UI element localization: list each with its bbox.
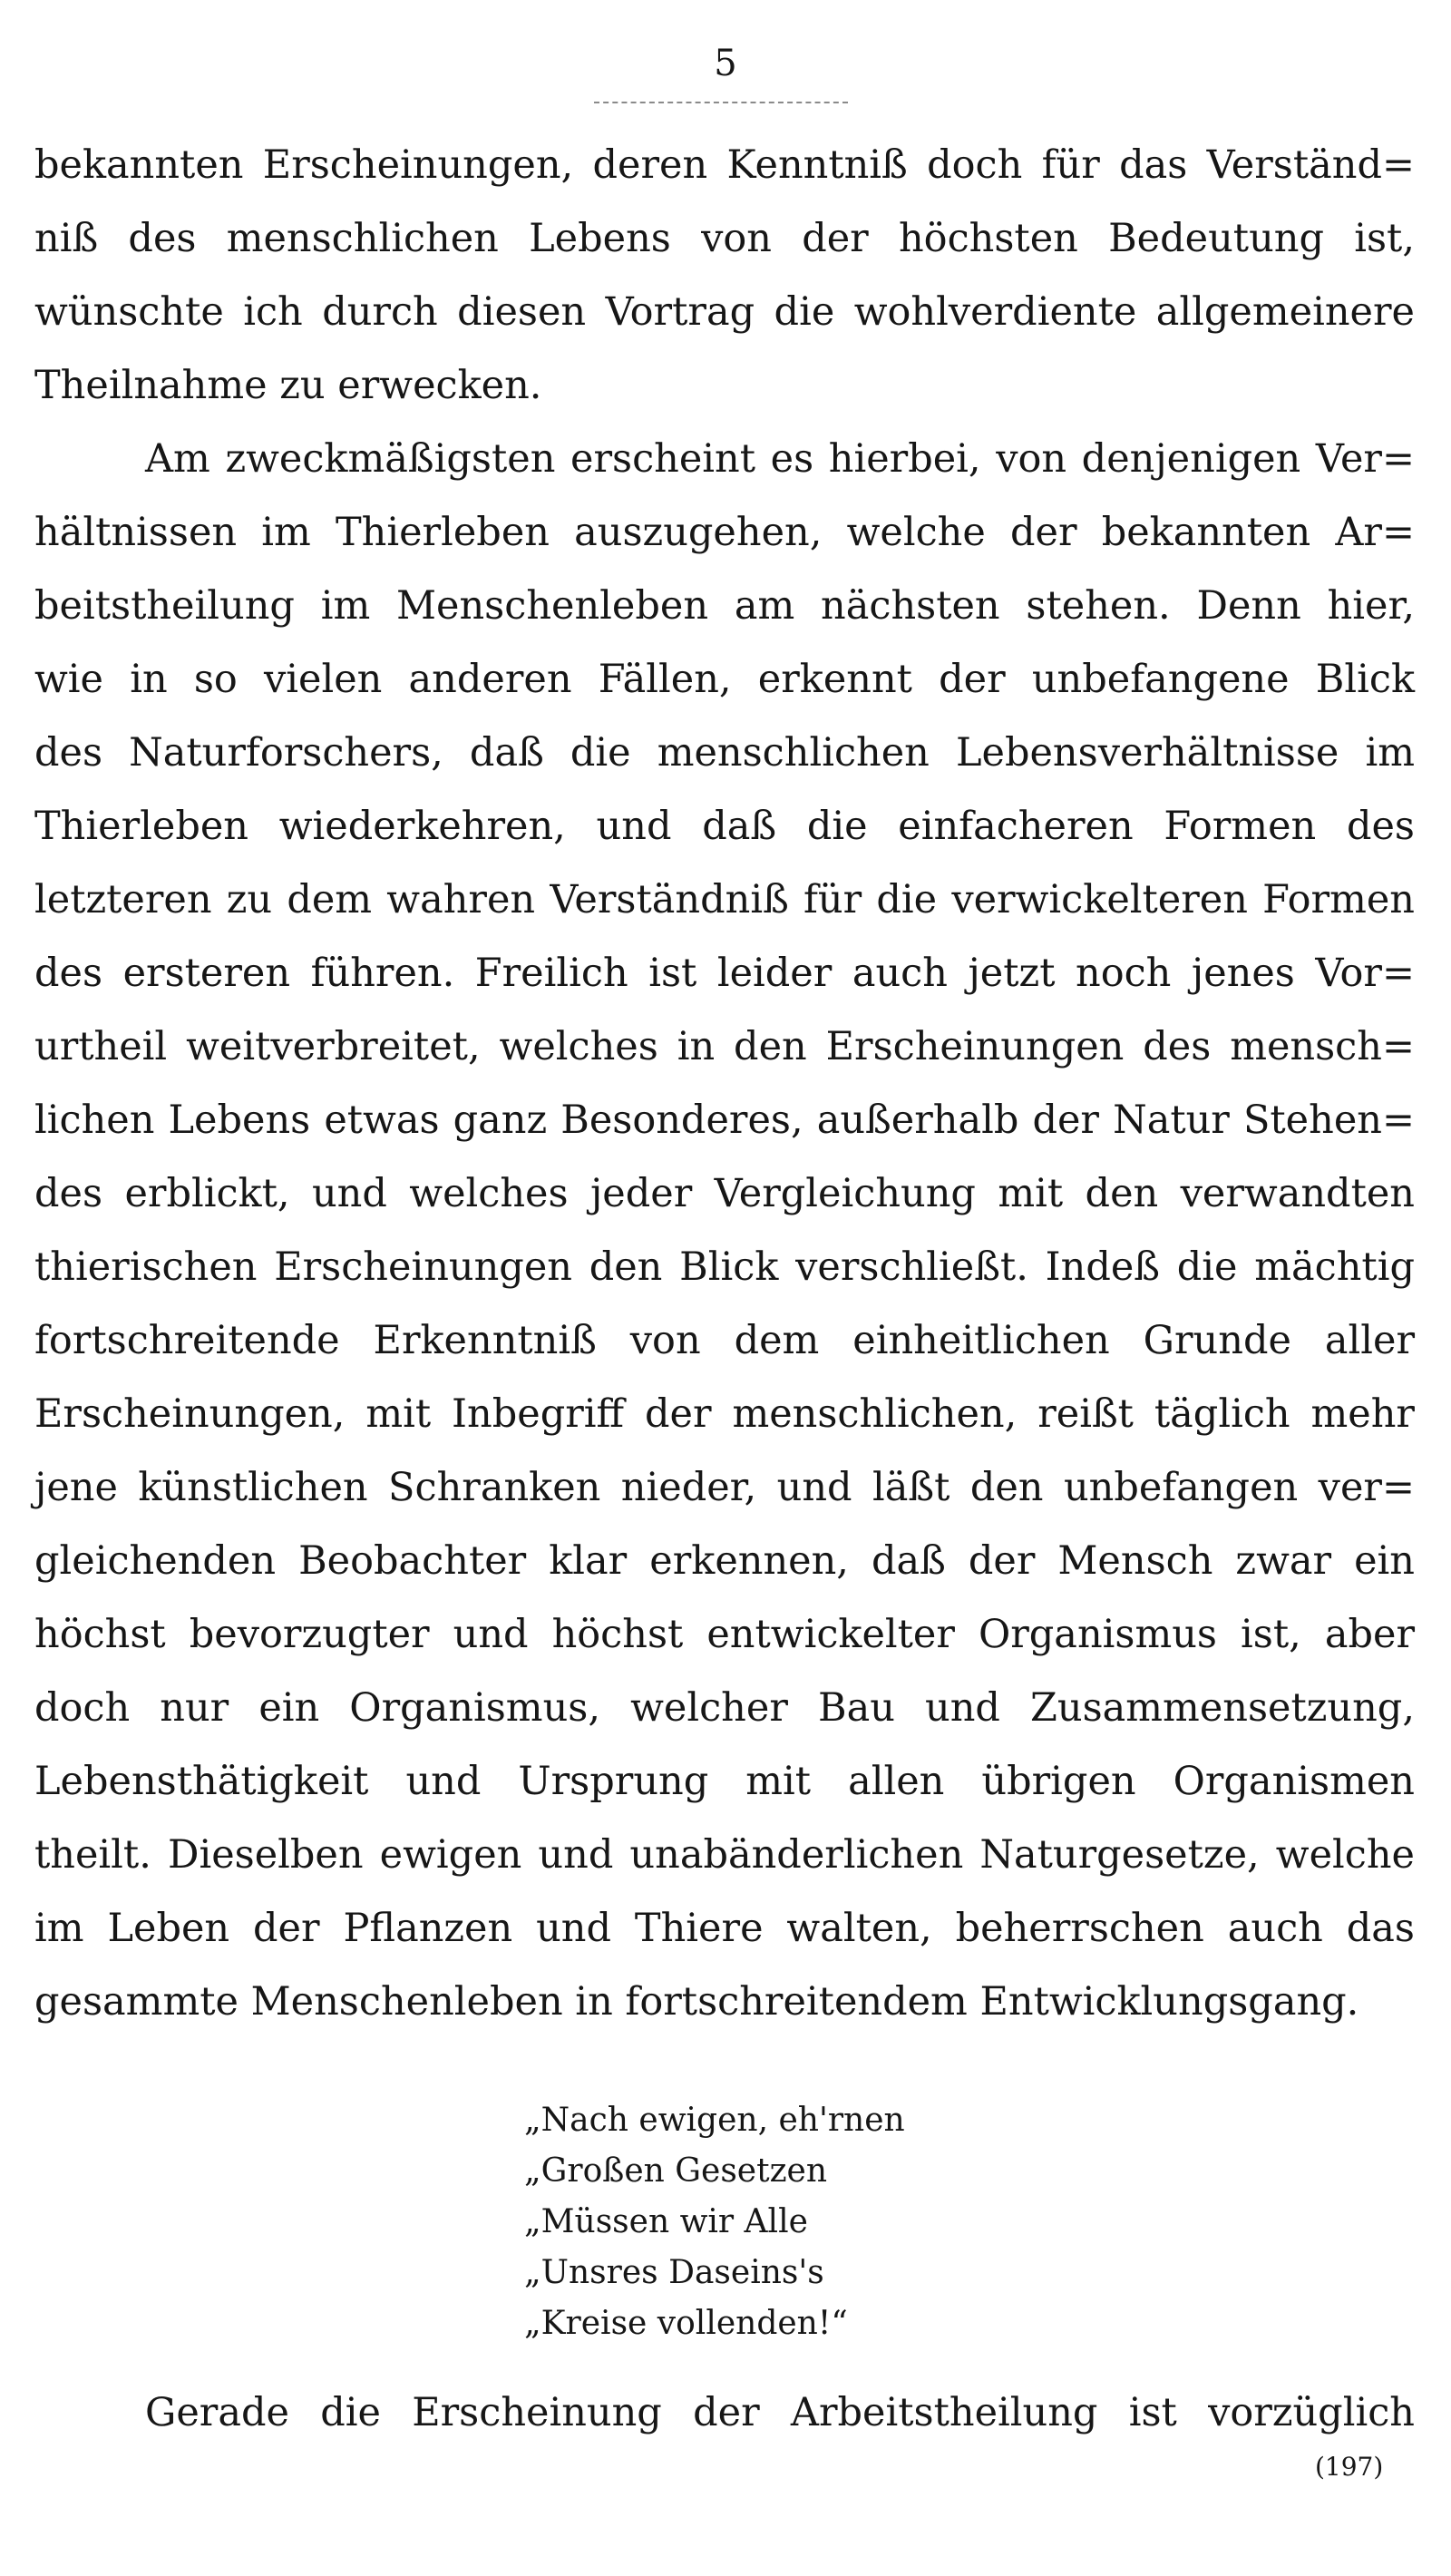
verse-line: „Müssen wir Alle: [524, 2203, 808, 2240]
text-line: des Naturforschers, daß die menschlichen Lebensverhältnisse im: [34, 730, 1415, 776]
text-line: höchst bevorzugter und höchst entwickelter Organismus ist, aber: [34, 1612, 1415, 1657]
text-line: doch nur ein Organismus, welcher Bau und Zusammensetzung,: [34, 1685, 1415, 1731]
text-line: Erscheinungen, mit Inbegriff der menschlichen, reißt täglich mehr: [34, 1391, 1415, 1437]
text-line: bekannten Erscheinungen, deren Kenntniß doch für das Verständ=: [34, 142, 1415, 188]
text-line: hältnissen im Thierleben auszugehen, welche der bekannten Ar=: [34, 510, 1415, 555]
text-line: Am zweckmäßigsten erscheint es hierbei, von denjenigen Ver=: [145, 436, 1415, 482]
text-line: Lebensthätigkeit und Ursprung mit allen übrigen Organismen: [34, 1759, 1415, 1804]
text-line: Thierleben wiederkehren, und daß die einfacheren Formen des: [34, 804, 1415, 849]
page-number: 5: [714, 43, 737, 84]
text-line: niß des menschlichen Lebens von der höchsten Bedeutung ist,: [34, 216, 1415, 261]
text-line: beitstheilung im Menschenleben am nächsten stehen. Denn hier,: [34, 583, 1415, 629]
text-line: Gerade die Erscheinung der Arbeitstheilung ist vorzüglich: [145, 2390, 1415, 2435]
text-line: urtheil weitverbreitet, welches in den Erscheinungen des mensch=: [34, 1024, 1415, 1069]
verse-line: „Unsres Daseins's: [524, 2254, 824, 2291]
text-line: theilt. Dieselben ewigen und unabänderlichen Naturgesetze, welche: [34, 1832, 1415, 1878]
text-line: des ersteren führen. Freilich ist leider auch jetzt noch jenes Vor=: [34, 951, 1415, 996]
text-line: lichen Lebens etwas ganz Besonderes, außerhalb der Natur Stehen=: [34, 1098, 1415, 1143]
text-line: letzteren zu dem wahren Verständniß für die verwickelteren Formen: [34, 877, 1415, 922]
text-line: gesammte Menschenleben in fortschreitendem Entwicklungsgang.: [34, 1979, 1359, 2025]
header-rule: [594, 102, 848, 103]
text-line: wie in so vielen anderen Fällen, erkennt der unbefangene Blick: [34, 657, 1415, 702]
text-line: gleichenden Beobachter klar erkennen, daß der Mensch zwar ein: [34, 1538, 1415, 1584]
text-line: des erblickt, und welches jeder Vergleichung mit den verwandten: [34, 1171, 1415, 1216]
text-line: fortschreitende Erkenntniß von dem einheitlichen Grunde aller: [34, 1318, 1415, 1363]
text-line: jene künstlichen Schranken nieder, und läßt den unbefangen ver=: [34, 1465, 1415, 1510]
text-line: im Leben der Pflanzen und Thiere walten, beherrschen auch das: [34, 1906, 1415, 1951]
text-line: Theilnahme zu erwecken.: [34, 363, 542, 408]
verse-line: „Nach ewigen, eh'rnen: [524, 2102, 905, 2139]
printer-signature: (197): [1315, 2452, 1384, 2482]
text-line: thierischen Erscheinungen den Blick verschließt. Indeß die mächtig: [34, 1244, 1415, 1290]
text-line: wünschte ich durch diesen Vortrag die wohlverdiente allgemeinere: [34, 289, 1415, 335]
verse-line: „Großen Gesetzen: [524, 2152, 828, 2190]
verse-line: „Kreise vollenden!“: [524, 2305, 848, 2342]
